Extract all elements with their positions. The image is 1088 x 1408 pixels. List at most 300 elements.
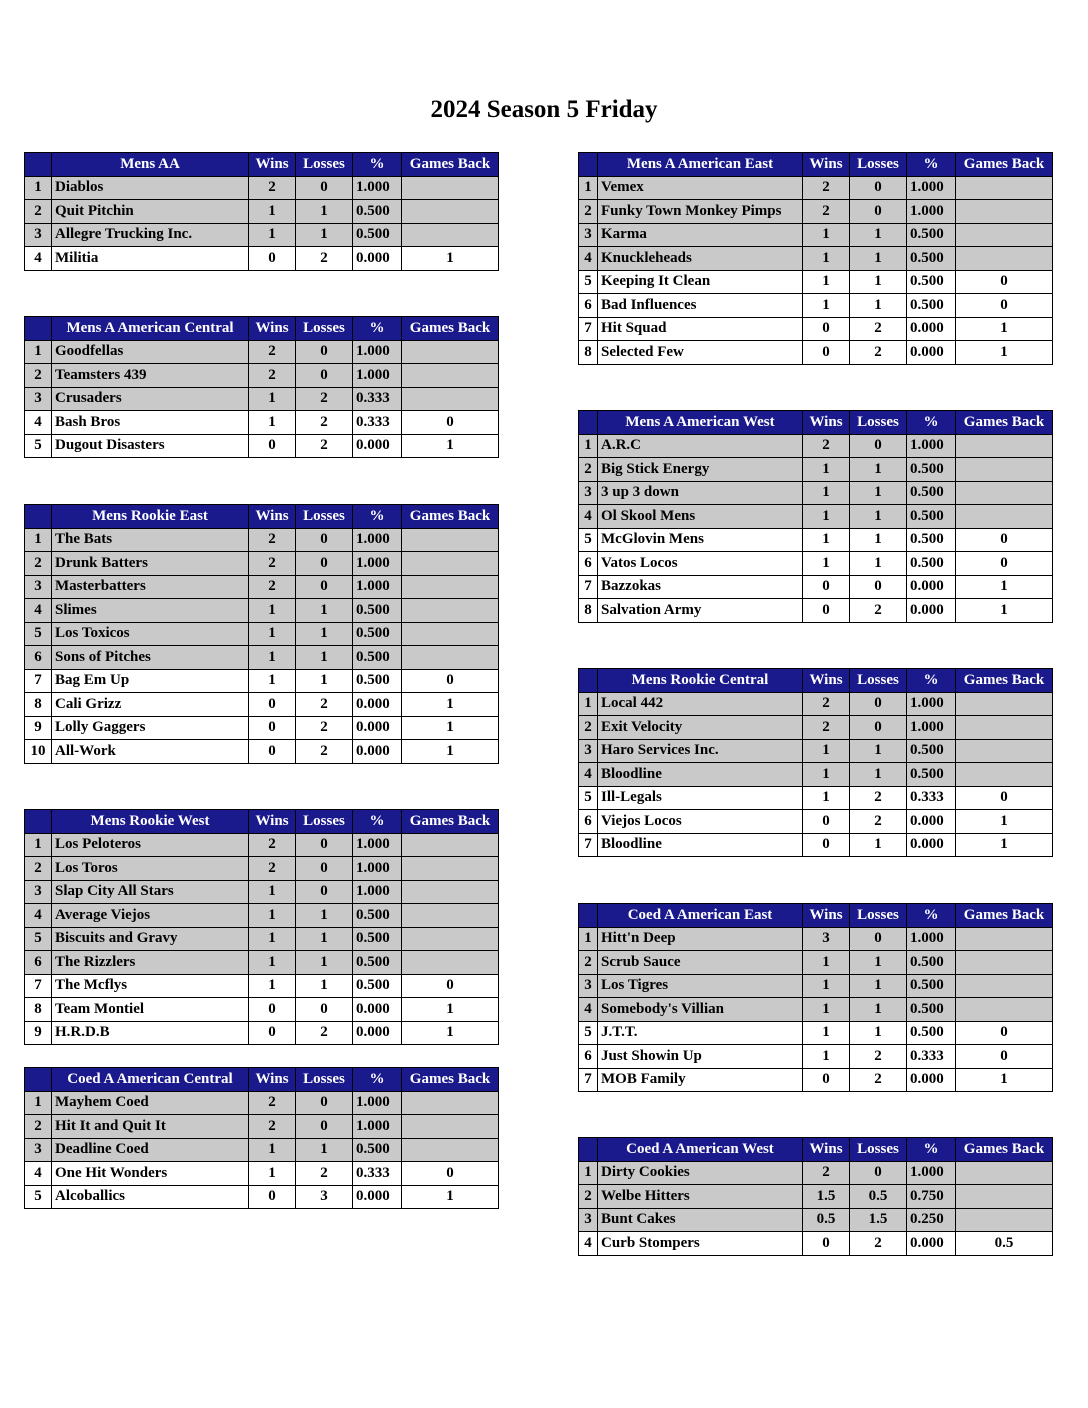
table-row xyxy=(579,575,1053,599)
team-name-cell: Just Showin Up xyxy=(598,1045,803,1069)
pct-cell: 0.000 xyxy=(907,575,956,599)
table-row xyxy=(25,528,499,552)
team-name-cell: Funky Town Monkey Pimps xyxy=(598,200,803,224)
team-name-cell: Salvation Army xyxy=(598,599,803,623)
losses-cell: 0 xyxy=(850,692,907,716)
wins-cell: 1 xyxy=(249,880,296,904)
pct-cell: 0.333 xyxy=(353,387,402,411)
games-back-cell: 1 xyxy=(402,998,499,1022)
team-name-cell: Allegre Trucking Inc. xyxy=(52,223,249,247)
games-back-cell: 0.5 xyxy=(956,1232,1053,1256)
table-row xyxy=(25,740,499,764)
games-back-cell: 1 xyxy=(956,833,1053,857)
wins-cell: 1 xyxy=(803,739,850,763)
wins-cell: 1 xyxy=(803,951,850,975)
losses-cell: 2 xyxy=(296,740,353,764)
header-wins: Wins xyxy=(249,317,296,341)
header-division-name: Mens A American East xyxy=(598,153,803,177)
rank-cell: 7 xyxy=(579,833,598,857)
header-wins: Wins xyxy=(803,904,850,928)
losses-cell: 1 xyxy=(850,247,907,271)
table-row xyxy=(579,739,1053,763)
losses-cell: 0 xyxy=(296,575,353,599)
losses-cell: 2 xyxy=(850,341,907,365)
table-row xyxy=(579,786,1053,810)
header-pct: % xyxy=(907,669,956,693)
header-losses: Losses xyxy=(850,904,907,928)
team-name-cell: Biscuits and Gravy xyxy=(52,927,249,951)
losses-cell: 1 xyxy=(296,951,353,975)
wins-cell: 1 xyxy=(803,1021,850,1045)
games-back-cell xyxy=(956,974,1053,998)
pct-cell: 1.000 xyxy=(907,1161,956,1185)
losses-cell: 0 xyxy=(296,552,353,576)
table-row xyxy=(25,927,499,951)
games-back-cell xyxy=(956,200,1053,224)
header-games-back: Games Back xyxy=(402,505,499,529)
rank-cell: 4 xyxy=(25,904,52,928)
games-back-cell xyxy=(402,1091,499,1115)
games-back-cell xyxy=(402,364,499,388)
games-back-cell xyxy=(956,998,1053,1022)
wins-cell: 0.5 xyxy=(803,1208,850,1232)
wins-cell: 1 xyxy=(803,505,850,529)
page-title: 2024 Season 5 Friday xyxy=(430,96,658,123)
rank-cell: 7 xyxy=(579,575,598,599)
team-name-cell: 3 up 3 down xyxy=(598,481,803,505)
wins-cell: 1 xyxy=(249,904,296,928)
header-games-back: Games Back xyxy=(402,810,499,834)
table-row xyxy=(579,505,1053,529)
losses-cell: 0 xyxy=(296,340,353,364)
table-row xyxy=(25,176,499,200)
table-row xyxy=(579,1161,1053,1185)
header-games-back: Games Back xyxy=(956,669,1053,693)
losses-cell: 2 xyxy=(296,387,353,411)
team-name-cell: Dirty Cookies xyxy=(598,1161,803,1185)
games-back-cell: 1 xyxy=(402,716,499,740)
games-back-cell: 0 xyxy=(402,669,499,693)
games-back-cell: 0 xyxy=(956,552,1053,576)
table-row xyxy=(579,223,1053,247)
team-name-cell: Bad Influences xyxy=(598,294,803,318)
table-row xyxy=(579,247,1053,271)
pct-cell: 0.500 xyxy=(907,998,956,1022)
games-back-cell xyxy=(956,951,1053,975)
team-name-cell: Militia xyxy=(52,247,249,271)
wins-cell: 1 xyxy=(249,200,296,224)
team-name-cell: Scrub Sauce xyxy=(598,951,803,975)
rank-cell: 2 xyxy=(25,364,52,388)
header-losses: Losses xyxy=(850,153,907,177)
rank-cell: 2 xyxy=(25,857,52,881)
rank-cell: 3 xyxy=(25,880,52,904)
pct-cell: 1.000 xyxy=(353,364,402,388)
wins-cell: 0 xyxy=(803,810,850,834)
rank-cell: 7 xyxy=(25,974,52,998)
header-pct: % xyxy=(353,810,402,834)
games-back-cell: 0 xyxy=(956,786,1053,810)
table-row xyxy=(579,458,1053,482)
table-row xyxy=(579,434,1053,458)
wins-cell: 1 xyxy=(249,411,296,435)
rank-cell: 4 xyxy=(25,247,52,271)
pct-cell: 0.000 xyxy=(353,716,402,740)
team-name-cell: Los Peloteros xyxy=(52,833,249,857)
games-back-cell: 0 xyxy=(956,294,1053,318)
pct-cell: 0.000 xyxy=(353,740,402,764)
losses-cell: 1 xyxy=(850,270,907,294)
rank-cell: 3 xyxy=(579,481,598,505)
pct-cell: 0.500 xyxy=(907,951,956,975)
table-row xyxy=(579,1208,1053,1232)
wins-cell: 0 xyxy=(249,716,296,740)
games-back-cell: 1 xyxy=(402,693,499,717)
games-back-cell xyxy=(956,247,1053,271)
header-wins: Wins xyxy=(249,153,296,177)
wins-cell: 2 xyxy=(249,552,296,576)
games-back-cell xyxy=(402,857,499,881)
team-name-cell: Vatos Locos xyxy=(598,552,803,576)
wins-cell: 0 xyxy=(803,1068,850,1092)
losses-cell: 3 xyxy=(296,1185,353,1209)
wins-cell: 1 xyxy=(249,927,296,951)
losses-cell: 1 xyxy=(850,833,907,857)
rank-cell: 6 xyxy=(25,951,52,975)
pct-cell: 1.000 xyxy=(353,833,402,857)
pct-cell: 0.500 xyxy=(907,247,956,271)
team-name-cell: One Hit Wonders xyxy=(52,1162,249,1186)
rank-cell: 1 xyxy=(25,176,52,200)
pct-cell: 0.500 xyxy=(353,951,402,975)
games-back-cell xyxy=(402,833,499,857)
rank-cell: 4 xyxy=(579,998,598,1022)
table-row xyxy=(579,200,1053,224)
team-name-cell: Viejos Locos xyxy=(598,810,803,834)
team-name-cell: Karma xyxy=(598,223,803,247)
pct-cell: 0.333 xyxy=(353,1162,402,1186)
losses-cell: 0 xyxy=(296,176,353,200)
table-row xyxy=(579,998,1053,1022)
rank-cell: 2 xyxy=(579,951,598,975)
pct-cell: 1.000 xyxy=(353,1115,402,1139)
losses-cell: 1 xyxy=(296,223,353,247)
losses-cell: 2 xyxy=(296,434,353,458)
rank-cell: 3 xyxy=(579,739,598,763)
table-row xyxy=(25,247,499,271)
header-losses: Losses xyxy=(850,669,907,693)
losses-cell: 0 xyxy=(296,998,353,1022)
table-header-row xyxy=(25,317,499,341)
table-header-row xyxy=(25,1068,499,1092)
rank-cell: 1 xyxy=(579,692,598,716)
wins-cell: 1 xyxy=(803,481,850,505)
team-name-cell: Bloodline xyxy=(598,833,803,857)
team-name-cell: Los Toros xyxy=(52,857,249,881)
wins-cell: 1 xyxy=(803,974,850,998)
rank-cell: 8 xyxy=(25,693,52,717)
games-back-cell xyxy=(402,1138,499,1162)
pct-cell: 0.500 xyxy=(353,223,402,247)
losses-cell: 1 xyxy=(296,622,353,646)
pct-cell: 0.500 xyxy=(907,552,956,576)
header-pct: % xyxy=(353,505,402,529)
team-name-cell: Quit Pitchin xyxy=(52,200,249,224)
wins-cell: 1 xyxy=(803,294,850,318)
games-back-cell: 1 xyxy=(956,1068,1053,1092)
pct-cell: 1.000 xyxy=(353,1091,402,1115)
wins-cell: 0 xyxy=(249,1185,296,1209)
games-back-cell xyxy=(956,739,1053,763)
pct-cell: 0.250 xyxy=(907,1208,956,1232)
table-row xyxy=(579,317,1053,341)
games-back-cell: 1 xyxy=(402,740,499,764)
losses-cell: 0 xyxy=(296,528,353,552)
table-row xyxy=(25,693,499,717)
header-division-name: Mens AA xyxy=(52,153,249,177)
team-name-cell: Bunt Cakes xyxy=(598,1208,803,1232)
table-header-row xyxy=(579,669,1053,693)
rank-cell: 5 xyxy=(579,270,598,294)
losses-cell: 2 xyxy=(850,1068,907,1092)
pct-cell: 0.000 xyxy=(353,693,402,717)
team-name-cell: Slap City All Stars xyxy=(52,880,249,904)
games-back-cell xyxy=(402,340,499,364)
team-name-cell: Goodfellas xyxy=(52,340,249,364)
pct-cell: 0.000 xyxy=(907,1068,956,1092)
header-pct: % xyxy=(353,1068,402,1092)
standings-table-coed-a-american-east xyxy=(578,903,1053,1092)
header-rank xyxy=(25,505,52,529)
header-wins: Wins xyxy=(803,1138,850,1162)
pct-cell: 0.500 xyxy=(907,223,956,247)
pct-cell: 1.000 xyxy=(353,528,402,552)
team-name-cell: Hit It and Quit It xyxy=(52,1115,249,1139)
losses-cell: 2 xyxy=(850,599,907,623)
pct-cell: 0.333 xyxy=(907,786,956,810)
header-losses: Losses xyxy=(296,505,353,529)
losses-cell: 1 xyxy=(850,528,907,552)
games-back-cell xyxy=(402,223,499,247)
wins-cell: 2 xyxy=(249,364,296,388)
rank-cell: 2 xyxy=(579,1185,598,1209)
table-row xyxy=(25,575,499,599)
pct-cell: 0.000 xyxy=(907,833,956,857)
table-row xyxy=(25,880,499,904)
wins-cell: 1 xyxy=(249,1162,296,1186)
table-row xyxy=(25,552,499,576)
wins-cell: 1 xyxy=(803,1045,850,1069)
team-name-cell: Drunk Batters xyxy=(52,552,249,576)
rank-cell: 6 xyxy=(25,646,52,670)
header-rank xyxy=(579,1138,598,1162)
header-pct: % xyxy=(353,153,402,177)
team-name-cell: Vemex xyxy=(598,176,803,200)
wins-cell: 1 xyxy=(249,622,296,646)
header-games-back: Games Back xyxy=(956,411,1053,435)
header-losses: Losses xyxy=(296,1068,353,1092)
table-row xyxy=(25,857,499,881)
standings-table-mens-rookie-west xyxy=(24,809,499,1045)
pct-cell: 0.000 xyxy=(353,434,402,458)
rank-cell: 6 xyxy=(579,810,598,834)
table-row xyxy=(579,1232,1053,1256)
losses-cell: 1 xyxy=(850,481,907,505)
wins-cell: 1 xyxy=(249,669,296,693)
table-header-row xyxy=(579,904,1053,928)
games-back-cell: 0 xyxy=(402,974,499,998)
header-rank xyxy=(25,317,52,341)
wins-cell: 1 xyxy=(803,763,850,787)
rank-cell: 5 xyxy=(579,786,598,810)
table-row xyxy=(25,1115,499,1139)
pct-cell: 0.500 xyxy=(907,270,956,294)
pct-cell: 0.000 xyxy=(353,1021,402,1045)
losses-cell: 2 xyxy=(296,1162,353,1186)
rank-cell: 2 xyxy=(579,200,598,224)
header-division-name: Mens Rookie East xyxy=(52,505,249,529)
rank-cell: 8 xyxy=(579,599,598,623)
header-wins: Wins xyxy=(249,1068,296,1092)
losses-cell: 0 xyxy=(850,200,907,224)
pct-cell: 0.500 xyxy=(907,481,956,505)
games-back-cell: 0 xyxy=(402,411,499,435)
team-name-cell: Diablos xyxy=(52,176,249,200)
losses-cell: 0 xyxy=(850,1161,907,1185)
games-back-cell: 1 xyxy=(402,1185,499,1209)
games-back-cell: 1 xyxy=(956,810,1053,834)
header-division-name: Coed A American Central xyxy=(52,1068,249,1092)
losses-cell: 0 xyxy=(296,857,353,881)
team-name-cell: Bloodline xyxy=(598,763,803,787)
wins-cell: 0 xyxy=(249,247,296,271)
losses-cell: 2 xyxy=(296,1021,353,1045)
pct-cell: 0.000 xyxy=(353,1185,402,1209)
losses-cell: 2 xyxy=(296,411,353,435)
rank-cell: 1 xyxy=(25,340,52,364)
header-rank xyxy=(579,153,598,177)
losses-cell: 1 xyxy=(850,739,907,763)
header-losses: Losses xyxy=(296,810,353,834)
rank-cell: 6 xyxy=(579,1045,598,1069)
wins-cell: 1.5 xyxy=(803,1185,850,1209)
header-wins: Wins xyxy=(803,411,850,435)
table-row xyxy=(25,599,499,623)
team-name-cell: Knuckleheads xyxy=(598,247,803,271)
team-name-cell: Ill-Legals xyxy=(598,786,803,810)
wins-cell: 0 xyxy=(249,693,296,717)
games-back-cell: 1 xyxy=(956,341,1053,365)
wins-cell: 2 xyxy=(803,434,850,458)
team-name-cell: Teamsters 439 xyxy=(52,364,249,388)
pct-cell: 0.500 xyxy=(907,458,956,482)
table-row xyxy=(579,833,1053,857)
rank-cell: 2 xyxy=(25,200,52,224)
rank-cell: 5 xyxy=(25,434,52,458)
losses-cell: 1 xyxy=(296,904,353,928)
header-games-back: Games Back xyxy=(402,153,499,177)
losses-cell: 2 xyxy=(850,317,907,341)
table-row xyxy=(25,1185,499,1209)
losses-cell: 2 xyxy=(850,1232,907,1256)
wins-cell: 0 xyxy=(803,575,850,599)
pct-cell: 0.000 xyxy=(353,247,402,271)
table-row xyxy=(25,974,499,998)
rank-cell: 1 xyxy=(579,1161,598,1185)
rank-cell: 7 xyxy=(25,669,52,693)
games-back-cell xyxy=(956,505,1053,529)
wins-cell: 2 xyxy=(249,575,296,599)
rank-cell: 4 xyxy=(579,763,598,787)
table-row xyxy=(579,810,1053,834)
standings-table-mens-a-american-central xyxy=(24,316,499,458)
wins-cell: 2 xyxy=(249,857,296,881)
losses-cell: 0 xyxy=(850,716,907,740)
pct-cell: 0.500 xyxy=(353,974,402,998)
team-name-cell: Cali Grizz xyxy=(52,693,249,717)
rank-cell: 3 xyxy=(25,575,52,599)
losses-cell: 1 xyxy=(296,927,353,951)
losses-cell: 2 xyxy=(850,1045,907,1069)
pct-cell: 1.000 xyxy=(353,340,402,364)
rank-cell: 6 xyxy=(579,294,598,318)
rank-cell: 1 xyxy=(25,833,52,857)
table-row xyxy=(25,387,499,411)
losses-cell: 1 xyxy=(850,294,907,318)
table-row xyxy=(579,692,1053,716)
rank-cell: 1 xyxy=(579,927,598,951)
games-back-cell xyxy=(956,692,1053,716)
rank-cell: 7 xyxy=(579,1068,598,1092)
losses-cell: 1 xyxy=(296,974,353,998)
standings-table-mens-rookie-central xyxy=(578,668,1053,857)
losses-cell: 0 xyxy=(296,1091,353,1115)
games-back-cell xyxy=(402,599,499,623)
losses-cell: 1.5 xyxy=(850,1208,907,1232)
wins-cell: 1 xyxy=(803,247,850,271)
table-row xyxy=(579,294,1053,318)
table-row xyxy=(579,552,1053,576)
table-header-row xyxy=(25,505,499,529)
games-back-cell: 0 xyxy=(956,270,1053,294)
table-row xyxy=(25,434,499,458)
rank-cell: 2 xyxy=(25,1115,52,1139)
header-division-name: Coed A American East xyxy=(598,904,803,928)
rank-cell: 5 xyxy=(25,1185,52,1209)
header-losses: Losses xyxy=(850,411,907,435)
rank-cell: 4 xyxy=(25,1162,52,1186)
wins-cell: 1 xyxy=(249,951,296,975)
wins-cell: 0 xyxy=(803,341,850,365)
games-back-cell xyxy=(956,716,1053,740)
table-row xyxy=(25,646,499,670)
rank-cell: 4 xyxy=(579,505,598,529)
pct-cell: 1.000 xyxy=(353,575,402,599)
header-pct: % xyxy=(907,904,956,928)
pct-cell: 0.000 xyxy=(907,1232,956,1256)
rank-cell: 5 xyxy=(25,927,52,951)
header-games-back: Games Back xyxy=(402,1068,499,1092)
losses-cell: 1 xyxy=(296,669,353,693)
games-back-cell: 1 xyxy=(956,317,1053,341)
team-name-cell: A.R.C xyxy=(598,434,803,458)
wins-cell: 1 xyxy=(249,599,296,623)
games-back-cell xyxy=(402,927,499,951)
pct-cell: 1.000 xyxy=(353,880,402,904)
standings-table-coed-a-american-central xyxy=(24,1067,499,1209)
standings-table-mens-a-american-west xyxy=(578,410,1053,623)
standings-table-mens-aa xyxy=(24,152,499,271)
